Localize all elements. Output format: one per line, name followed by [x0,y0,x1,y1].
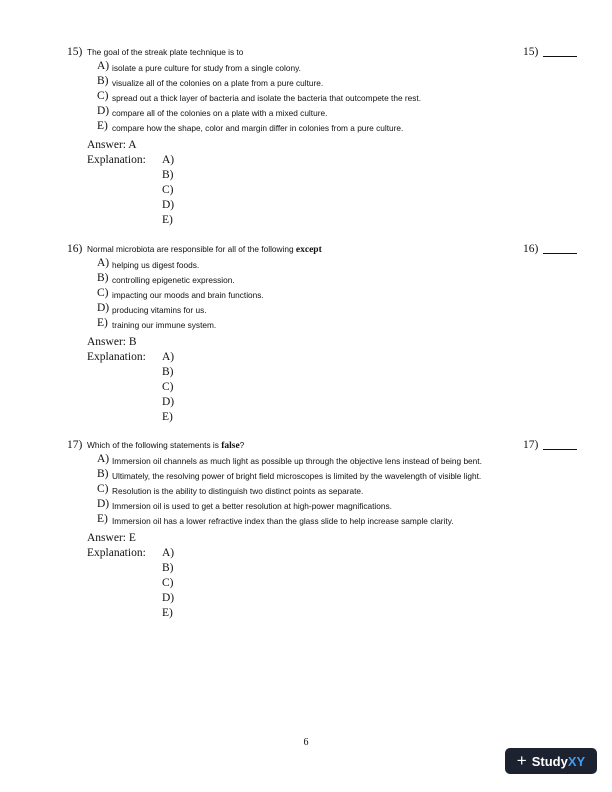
explanation-letter: C) [162,577,174,589]
explanation-letter: D) [162,396,175,408]
question-number: 17) [67,439,83,451]
plus-icon: + [516,751,527,770]
explanation-letter: B) [162,366,174,378]
logo-text-accent: XY [567,753,586,769]
explanation [87,351,587,426]
option-b: B) Ultimately, the resolving power of bright field microscopes is limited by the wavelength of visible light. [97,468,482,481]
explanation-letter: A) [162,351,175,363]
logo-text: Study [531,753,568,769]
explanation [87,154,587,229]
explanation-letter: B) [162,169,174,181]
page-number: 6 [303,737,309,748]
explanation-letter: E) [162,607,173,619]
option-b: B) visualize all of the colonies on a plate from a pure culture. [97,75,324,88]
question-stem: The goal of the streak plate technique is to [87,47,244,57]
option-d: D) Immersion oil is used to get a better resolution at high-power magnifications. [97,498,392,511]
explanation-letter: C) [162,184,174,196]
explanation-letter: E) [162,411,173,423]
explanation-letter: A) [162,547,175,559]
option-e: E) training our immune system. [97,317,217,330]
question-stem: Normal microbiota are responsible for all of the following except [87,244,322,255]
explanation-letter: A) [162,154,175,166]
explanation-label: Explanation: [87,351,146,363]
question-number: 15) [67,46,83,58]
question-16 [67,243,587,426]
question-stem: Which of the following statements is false? [87,440,245,451]
explanation-letter: B) [162,562,174,574]
explanation-label: Explanation: [87,154,146,166]
option-a: A) helping us digest foods. [97,257,200,270]
option-b: B) controlling epigenetic expression. [97,272,235,285]
option-d: D) compare all of the colonies on a plate with a mixed culture. [97,105,328,118]
answer-blank[interactable]: 17) [523,439,577,451]
question-17 [67,439,587,622]
explanation [87,547,587,622]
question-15 [67,46,587,229]
option-c: C) impacting our moods and brain functions. [97,287,264,300]
option-e: E) compare how the shape, color and margin differ in colonies from a pure culture. [97,120,404,133]
answer-line: Answer: A [87,139,137,151]
option-a: A) isolate a pure culture for study from a single colony. [97,60,301,73]
explanation-letter: C) [162,381,174,393]
option-e: E) Immersion oil has a lower refractive index than the glass slide to help increase sample clarity. [97,513,454,526]
studyxy-logo[interactable] [505,748,597,774]
question-number: 16) [67,243,83,255]
option-a: A) Immersion oil channels as much light as possible up through the objective lens instead of being bent. [97,453,482,466]
answer-line: Answer: E [87,532,136,544]
option-d: D) producing vitamins for us. [97,302,207,315]
explanation-letter: D) [162,592,175,604]
option-c: C) Resolution is the ability to distinguish two distinct points as separate. [97,483,364,496]
answer-blank[interactable]: 16) [523,243,577,255]
explanation-letter: E) [162,214,173,226]
explanation-letter: D) [162,199,175,211]
answer-line: Answer: B [87,336,137,348]
explanation-label: Explanation: [87,547,146,559]
answer-blank[interactable]: 15) [523,46,577,58]
option-c: C) spread out a thick layer of bacteria and isolate the bacteria that outcompete the rest. [97,90,422,103]
